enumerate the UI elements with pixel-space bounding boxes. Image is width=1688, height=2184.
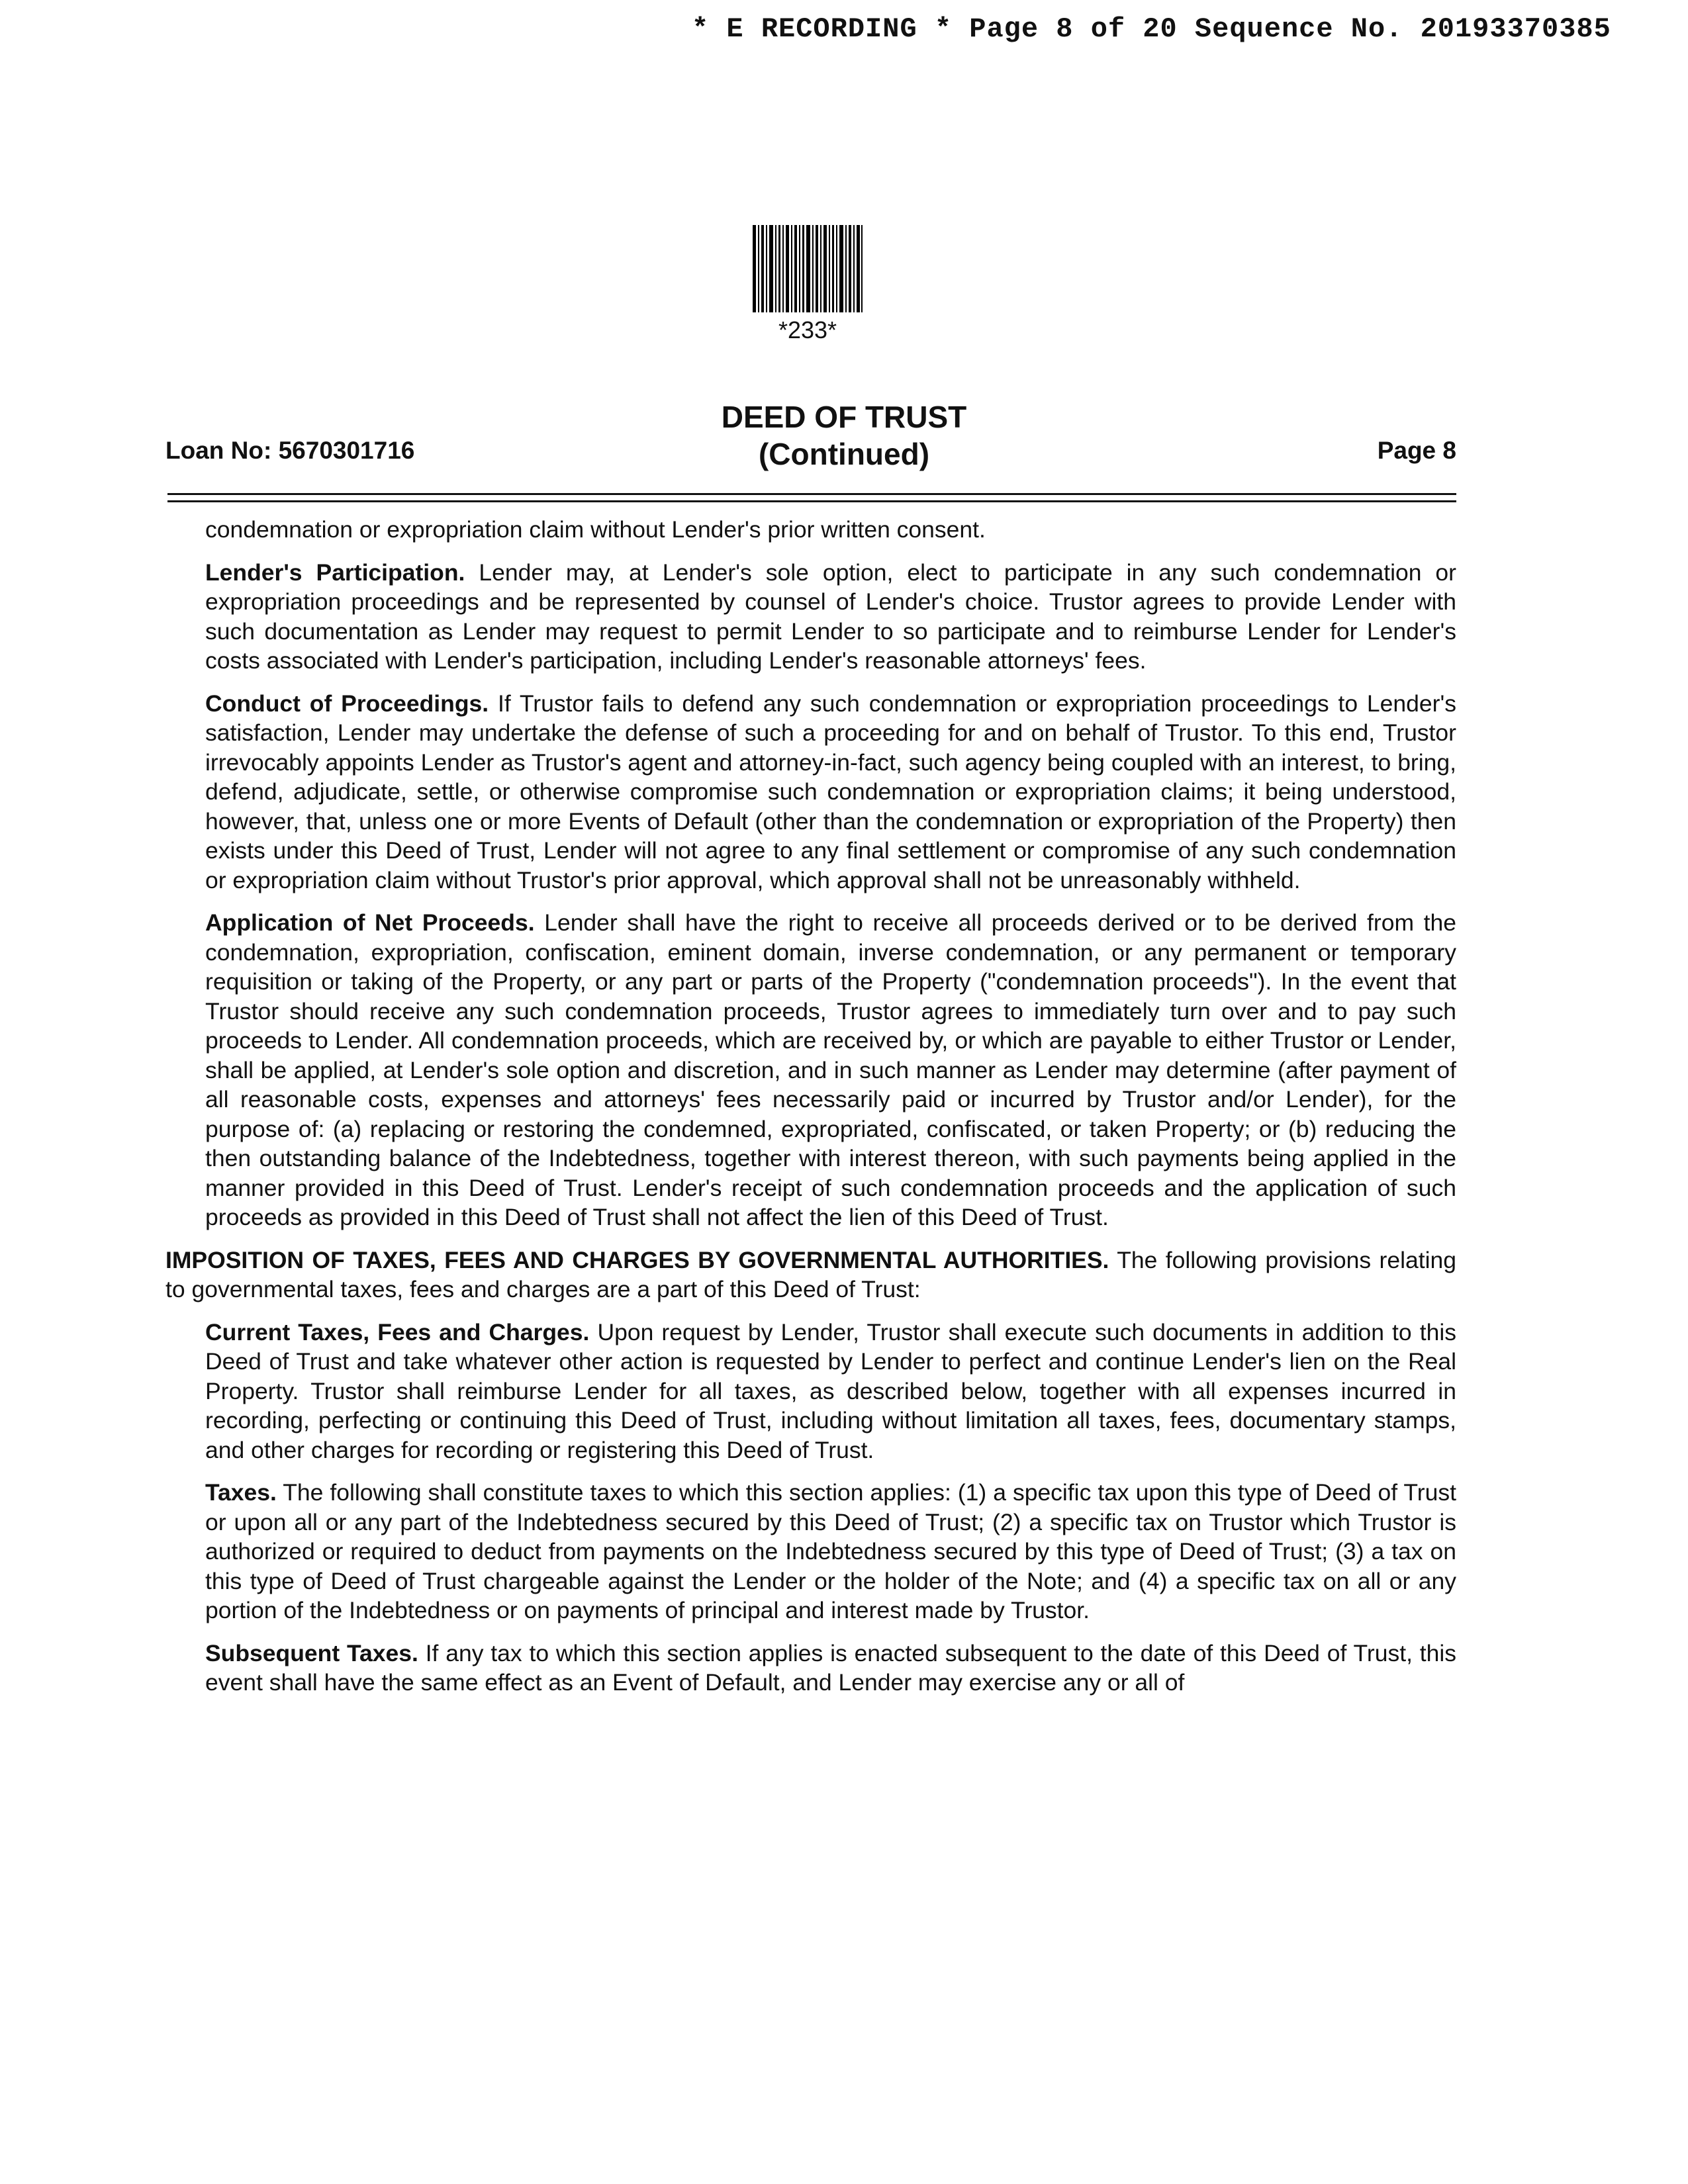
loan-number: Loan No: 5670301716 — [165, 437, 415, 464]
section-heading: Current Taxes, Fees and Charges. — [205, 1318, 590, 1345]
page-number: Page 8 — [1377, 437, 1456, 464]
section-text: If any tax to which this section applies is enacted subsequent to the date of this Deed of Trust, this event shall have the same effect as an Event of Default, and Lender may exercise any or all of — [205, 1639, 1456, 1696]
section-text: The following provisions relating to governmental taxes, fees and charges are a part of this Deed of Trust: — [165, 1246, 1456, 1302]
section-lenders-participation — [165, 558, 1456, 676]
subtitle: (Continued) — [758, 437, 930, 471]
section-text: Upon request by Lender, Trustor shall execute such documents in addition to this Deed of Trust and take whatever other action is requested by Lender to perfect and continue Lender's lien on the Real Property. Trustor shall reimburse Lender for all taxes, as described below, together with all expenses incurred in recording, perfecting or continuing this Deed of Trust, including without limitation all taxes, fees, documentary stamps, and other charges for recording or registering this Deed of Trust. — [205, 1318, 1456, 1463]
section-conduct-of-proceedings — [165, 689, 1456, 895]
section-heading: Lender's Participation. — [205, 559, 465, 586]
title: DEED OF TRUST — [721, 400, 967, 434]
document-body — [165, 515, 1456, 1711]
header-rule-top — [167, 493, 1456, 495]
section-application-of-net-proceeds — [165, 908, 1456, 1232]
section-imposition-of-taxes — [165, 1246, 1456, 1304]
section-text: Lender shall have the right to receive all proceeds derived or to be derived from the condemnation, expropriation, confiscation, eminent domain, inverse condemnation, or any permanent or temporary requisition or taking of the Property, or any part or parts of the Property ("condemnation proceeds"). In the event that Trustor should receive any such condemnation proceeds, Trustor agrees to immediately turn over and to pay such proceeds to Lender. All condemnation proceeds, which are received by, or which are payable to either Trustor or Lender, shall be applied, at Lender's sole option and discretion, and in such manner as Lender may determine (after payment of all reasonable costs, expenses and attorneys' fees necessarily paid or incurred by Trustor and/or Lender), for the purpose of: (a) replacing or restoring the condemned, expropriated, confiscated, or taken Property; or (b) reducing the then outstanding balance of the Indebtedness, together with interest thereon, with such payments being applied in the manner provided in this Deed of Trust. Lender's receipt of such condemnation proceeds and the application of such proceeds as provided in this Deed of Trust shall not affect the lien of this Deed of Trust. — [205, 909, 1456, 1230]
paragraph-continuation: condemnation or expropriation claim without Lender's prior written consent. — [205, 516, 986, 543]
section-subsequent-taxes — [165, 1639, 1456, 1698]
section-heading: Subsequent Taxes. — [205, 1639, 418, 1666]
recording-header: * E RECORDING * Page 8 of 20 Sequence No. 20193370385 — [692, 13, 1611, 45]
section-heading: Conduct of Proceedings. — [205, 690, 489, 717]
section-text: If Trustor fails to defend any such condemnation or expropriation proceedings to Lender's satisfaction, Lender may undertake the defense of such a proceeding for and on behalf of Trustor. To this end, Trustor irrevocably appoints Lender as Trustor's agent and attorney-in-fact, such agency being coupled with an interest, to bring, defend, adjudicate, settle, or otherwise compromise such condemnation or expropriation claims; it being understood, however, that, unless one or more Events of Default (other than the condemnation or expropriation of the Property) then exists under this Deed of Trust, Lender will not agree to any final settlement or compromise of any such condemnation or expropriation claim without Trustor's prior approval, which approval shall not be unreasonably withheld. — [205, 690, 1456, 893]
section-heading: IMPOSITION OF TAXES, FEES AND CHARGES BY GOVERNMENTAL AUTHORITIES. — [165, 1246, 1109, 1273]
barcode-icon — [751, 225, 864, 312]
header-rule-bottom — [167, 500, 1456, 502]
section-current-taxes — [165, 1318, 1456, 1465]
section-heading: Application of Net Proceeds. — [205, 909, 535, 936]
section-taxes — [165, 1478, 1456, 1625]
section-text: The following shall constitute taxes to which this section applies: (1) a specific tax upon this type of Deed of Trust or upon all or any part of the Indebtedness secured by this Deed of Trust; (2) a specific tax on Trustor which Trustor is authorized or required to deduct from payments on the Indebtedness secured by this type of Deed of Trust; (3) a tax on this type of Deed of Trust chargeable against the Lender or the holder of the Note; and (4) a specific tax on all or any portion of the Indebtedness or on payments of principal and interest made by Trustor. — [205, 1479, 1456, 1623]
section-heading: Taxes. — [205, 1479, 277, 1506]
barcode — [751, 225, 864, 344]
barcode-label: *233* — [778, 316, 837, 343]
section-text: Lender may, at Lender's sole option, elect to participate in any such condemnation or expropriation proceedings and be represented by counsel of Lender's choice. Trustor agrees to provide Lender with such documentation as Lender may request to permit Lender to so participate and to reimburse Lender for Lender's costs associated with Lender's participation, including Lender's reasonable attorneys' fees. — [205, 559, 1456, 674]
